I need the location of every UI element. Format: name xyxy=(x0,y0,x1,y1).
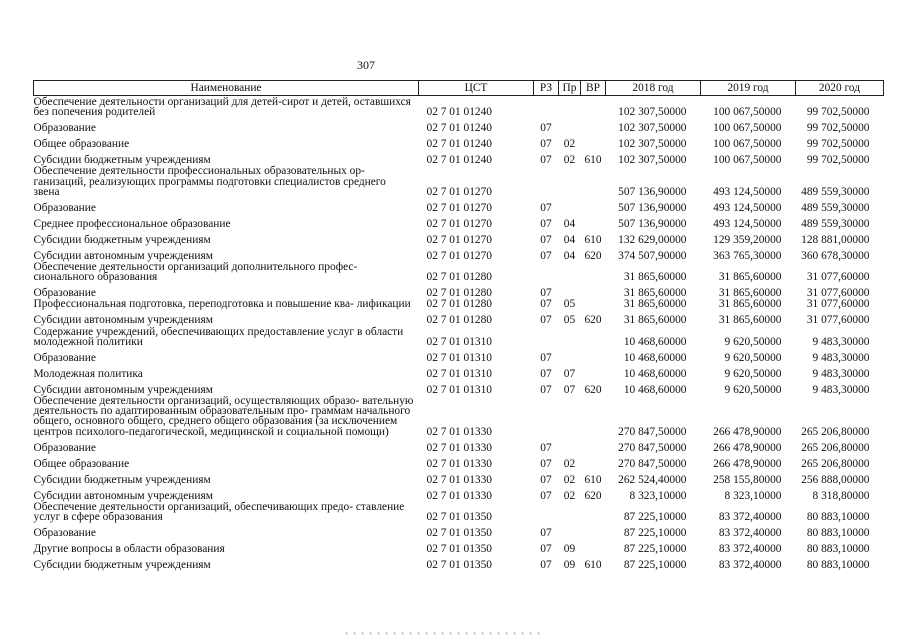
row-vr xyxy=(581,298,606,309)
row-vr xyxy=(581,395,606,437)
row-rz xyxy=(534,165,559,197)
row-vr xyxy=(581,538,606,554)
row-pr xyxy=(559,326,581,347)
row-vr xyxy=(581,363,606,379)
row-cst: 02 7 01 01240 xyxy=(426,154,492,167)
row-pr xyxy=(559,117,581,133)
row-cst: 02 7 01 01270 xyxy=(426,233,492,246)
table-row xyxy=(34,554,884,570)
row-2018: 507 136,90000 xyxy=(618,185,687,198)
table-row xyxy=(34,245,884,261)
row-cst: 02 7 01 01270 xyxy=(426,249,492,262)
table-row xyxy=(34,347,884,363)
row-2019: 9 620,50000 xyxy=(724,335,782,348)
row-2018: 87 225,10000 xyxy=(623,527,687,540)
row-2020: 9 483,30000 xyxy=(812,351,870,364)
row-name: Субсидии бюджетным учреждениям xyxy=(33,233,211,246)
row-2020: 80 883,10000 xyxy=(806,511,870,524)
row-2020: 360 678,30000 xyxy=(801,249,870,262)
row-name: Субсидии автономным учреждениям xyxy=(33,383,213,396)
header-2019: 2019 год xyxy=(701,81,796,96)
header-pr: Пр xyxy=(559,81,581,96)
row-name: Субсидии бюджетным учреждениям xyxy=(33,473,211,486)
row-2020: 80 883,10000 xyxy=(806,527,870,540)
row-pr: 09 xyxy=(563,559,576,572)
row-2018: 507 136,90000 xyxy=(618,217,687,230)
row-2019: 100 067,50000 xyxy=(713,106,782,119)
row-cst: 02 7 01 01310 xyxy=(426,335,492,348)
row-2020: 489 559,30000 xyxy=(801,185,870,198)
row-name: Среднее профессиональное образование xyxy=(33,217,231,230)
table-row xyxy=(34,326,884,347)
row-rz: 07 xyxy=(540,351,552,364)
row-cst: 02 7 01 01310 xyxy=(426,351,492,364)
row-cst: 02 7 01 01270 xyxy=(426,217,492,230)
row-2018: 87 225,10000 xyxy=(623,543,687,556)
row-name: Субсидии автономным учреждениям xyxy=(33,249,213,262)
row-2018: 132 629,00000 xyxy=(618,233,687,246)
row-2019: 9 620,50000 xyxy=(724,367,782,380)
row-2019: 31 865,60000 xyxy=(718,271,782,284)
row-rz: 07 xyxy=(540,441,552,454)
table-header xyxy=(34,81,884,96)
row-rz: 07 xyxy=(540,122,552,135)
row-rz: 07 xyxy=(540,233,552,246)
row-vr: 620 xyxy=(584,249,602,262)
row-2020: 128 881,00000 xyxy=(801,233,870,246)
row-rz: 07 xyxy=(540,287,552,300)
row-2018: 10 468,60000 xyxy=(623,383,687,396)
row-rz: 07 xyxy=(540,473,552,486)
row-2018: 31 865,60000 xyxy=(623,298,687,311)
row-pr: 02 xyxy=(563,457,576,470)
row-2018: 374 507,90000 xyxy=(618,249,687,262)
row-name: Субсидии бюджетным учреждениям xyxy=(33,559,211,572)
row-cst: 02 7 01 01330 xyxy=(426,489,492,502)
row-cst: 02 7 01 01280 xyxy=(426,314,492,327)
row-vr xyxy=(581,261,606,282)
row-name: Образование xyxy=(33,122,96,135)
row-pr: 04 xyxy=(563,233,576,246)
row-rz: 07 xyxy=(540,217,552,230)
row-2020: 9 483,30000 xyxy=(812,367,870,380)
table-row xyxy=(34,149,884,165)
page-number: 307 xyxy=(357,58,375,72)
row-2019: 493 124,50000 xyxy=(713,185,782,198)
row-rz: 07 xyxy=(540,383,552,396)
row-2019: 493 124,50000 xyxy=(713,201,782,214)
row-2018: 31 865,60000 xyxy=(623,287,687,300)
row-pr xyxy=(559,197,581,213)
header-cst: ЦСТ xyxy=(419,81,534,96)
row-2019: 266 478,90000 xyxy=(713,441,782,454)
row-name: Образование xyxy=(33,201,96,214)
table-row xyxy=(34,522,884,538)
row-2020: 265 206,80000 xyxy=(801,457,870,470)
row-vr xyxy=(581,133,606,149)
row-cst: 02 7 01 01240 xyxy=(426,138,492,151)
row-2019: 83 372,40000 xyxy=(718,543,782,556)
table-row xyxy=(34,261,884,282)
row-rz: 07 xyxy=(540,249,552,262)
row-name: Образование xyxy=(33,527,96,540)
row-vr xyxy=(581,326,606,347)
table-row xyxy=(34,310,884,326)
row-pr: 02 xyxy=(563,473,576,486)
row-2020: 489 559,30000 xyxy=(801,201,870,214)
row-cst: 02 7 01 01270 xyxy=(426,185,492,198)
row-cst: 02 7 01 01280 xyxy=(426,287,492,300)
row-pr xyxy=(559,96,581,118)
row-vr: 610 xyxy=(584,233,602,246)
row-pr: 09 xyxy=(563,543,576,556)
table-row xyxy=(34,282,884,298)
row-2020: 99 702,50000 xyxy=(806,138,870,151)
row-2019: 266 478,90000 xyxy=(713,425,782,438)
row-name: Содержание учреждений, обеспечивающих предоставление услуг в области молодежной политики xyxy=(33,325,404,348)
row-pr xyxy=(559,501,581,522)
row-cst: 02 7 01 01280 xyxy=(426,298,492,311)
row-2019: 258 155,80000 xyxy=(713,473,782,486)
row-rz: 07 xyxy=(540,138,552,151)
table-row xyxy=(34,453,884,469)
row-pr: 04 xyxy=(563,249,576,262)
row-cst: 02 7 01 01350 xyxy=(426,543,492,556)
table-row xyxy=(34,363,884,379)
table-row xyxy=(34,197,884,213)
row-2018: 31 865,60000 xyxy=(623,271,687,284)
row-cst: 02 7 01 01350 xyxy=(426,511,492,524)
row-2018: 10 468,60000 xyxy=(623,335,687,348)
table-row xyxy=(34,501,884,522)
row-rz: 07 xyxy=(540,543,552,556)
row-2019: 83 372,40000 xyxy=(718,527,782,540)
row-name: Субсидии автономным учреждениям xyxy=(33,314,213,327)
row-vr xyxy=(581,165,606,197)
row-2018: 507 136,90000 xyxy=(618,201,687,214)
row-2019: 9 620,50000 xyxy=(724,351,782,364)
row-2020: 80 883,10000 xyxy=(806,559,870,572)
row-2020: 99 702,50000 xyxy=(806,106,870,119)
table-row xyxy=(34,395,884,437)
row-name: Профессиональная подготовка, переподготовка и повышение ква- лификации xyxy=(33,298,411,311)
row-vr xyxy=(581,347,606,363)
row-vr: 620 xyxy=(584,383,602,396)
row-2018: 262 524,40000 xyxy=(618,473,687,486)
row-rz: 07 xyxy=(540,489,552,502)
row-2019: 266 478,90000 xyxy=(713,457,782,470)
row-2020: 265 206,80000 xyxy=(801,441,870,454)
row-rz xyxy=(534,326,559,347)
row-pr: 05 xyxy=(563,314,576,327)
row-rz: 07 xyxy=(540,457,552,470)
budget-table xyxy=(33,80,884,570)
row-pr xyxy=(559,347,581,363)
row-2019: 100 067,50000 xyxy=(713,154,782,167)
row-cst: 02 7 01 01350 xyxy=(426,527,492,540)
row-rz xyxy=(534,96,559,118)
row-pr: 07 xyxy=(563,383,576,396)
row-cst: 02 7 01 01240 xyxy=(426,106,492,119)
row-name: Молодежная политика xyxy=(33,367,143,380)
row-vr xyxy=(581,117,606,133)
row-vr: 610 xyxy=(584,559,602,572)
table-row xyxy=(34,298,884,309)
row-2020: 99 702,50000 xyxy=(806,122,870,135)
row-2018: 270 847,50000 xyxy=(618,441,687,454)
header-name: Наименование xyxy=(34,81,419,96)
row-2020: 31 077,60000 xyxy=(806,287,870,300)
row-vr xyxy=(581,213,606,229)
row-vr xyxy=(581,197,606,213)
row-2019: 31 865,60000 xyxy=(718,314,782,327)
row-name: Субсидии бюджетным учреждениям xyxy=(33,154,211,167)
row-2018: 87 225,10000 xyxy=(623,559,687,572)
row-rz xyxy=(534,395,559,437)
row-pr xyxy=(559,437,581,453)
row-name: Образование xyxy=(33,287,96,300)
row-rz: 07 xyxy=(540,314,552,327)
row-pr: 02 xyxy=(563,489,576,502)
row-2020: 489 559,30000 xyxy=(801,217,870,230)
row-name: Общее образование xyxy=(33,457,130,470)
row-pr: 04 xyxy=(563,217,576,230)
row-vr: 620 xyxy=(584,489,602,502)
row-2019: 129 359,20000 xyxy=(713,233,782,246)
header-2020: 2020 год xyxy=(796,81,884,96)
row-2018: 8 323,10000 xyxy=(629,489,687,502)
row-cst: 02 7 01 01270 xyxy=(426,201,492,214)
row-2019: 31 865,60000 xyxy=(718,287,782,300)
row-name: Образование xyxy=(33,351,96,364)
row-2020: 31 077,60000 xyxy=(806,314,870,327)
row-cst: 02 7 01 01240 xyxy=(426,122,492,135)
row-2020: 256 888,00000 xyxy=(801,473,870,486)
header-2018: 2018 год xyxy=(606,81,701,96)
row-pr: 07 xyxy=(563,367,576,380)
row-name: Обеспечение деятельности организаций дополнительного профес- сионального образования xyxy=(33,261,358,284)
row-2019: 363 765,30000 xyxy=(713,249,782,262)
row-vr xyxy=(581,96,606,118)
row-2020: 80 883,10000 xyxy=(806,543,870,556)
row-2019: 83 372,40000 xyxy=(718,511,782,524)
row-vr xyxy=(581,522,606,538)
table-row xyxy=(34,538,884,554)
row-2020: 9 483,30000 xyxy=(812,335,870,348)
row-vr: 620 xyxy=(584,314,602,327)
row-name: Обеспечение деятельности организаций, осуществляющих образо- вательную деятельность по адаптированным образовательным про- граммам начального общего, основного общего, среднего общего образования (за исключением центров психолого-педагогической, медицинской и социальной помощи) xyxy=(33,395,414,438)
row-rz: 07 xyxy=(540,527,552,540)
row-vr xyxy=(581,282,606,298)
row-name: Другие вопросы в области образования xyxy=(33,543,225,556)
row-2019: 9 620,50000 xyxy=(724,383,782,396)
row-2020: 31 077,60000 xyxy=(806,298,870,311)
row-2018: 102 307,50000 xyxy=(618,138,687,151)
row-cst: 02 7 01 01310 xyxy=(426,367,492,380)
row-2018: 102 307,50000 xyxy=(618,154,687,167)
row-cst: 02 7 01 01330 xyxy=(426,473,492,486)
row-vr xyxy=(581,437,606,453)
row-rz: 07 xyxy=(540,298,552,311)
table-row xyxy=(34,213,884,229)
row-2019: 100 067,50000 xyxy=(713,122,782,135)
row-cst: 02 7 01 01280 xyxy=(426,271,492,284)
row-pr: 02 xyxy=(563,138,576,151)
row-rz: 07 xyxy=(540,201,552,214)
row-cst: 02 7 01 01310 xyxy=(426,383,492,396)
header-vr: ВР xyxy=(581,81,606,96)
header-rz: РЗ xyxy=(534,81,559,96)
row-2018: 10 468,60000 xyxy=(623,367,687,380)
row-rz xyxy=(534,501,559,522)
row-rz: 07 xyxy=(540,559,552,572)
table-row xyxy=(34,96,884,118)
row-2019: 493 124,50000 xyxy=(713,217,782,230)
row-rz xyxy=(534,261,559,282)
row-2020: 31 077,60000 xyxy=(806,271,870,284)
scan-artifact xyxy=(345,632,545,635)
row-cst: 02 7 01 01350 xyxy=(426,559,492,572)
table-row xyxy=(34,229,884,245)
table-row xyxy=(34,469,884,485)
row-vr: 610 xyxy=(584,154,602,167)
row-pr xyxy=(559,261,581,282)
row-name: Общее образование xyxy=(33,138,130,151)
row-2018: 270 847,50000 xyxy=(618,457,687,470)
row-pr xyxy=(559,282,581,298)
row-name: Обеспечение деятельности организаций для детей-сирот и детей, оставшихся без попечения родителей xyxy=(33,96,411,119)
row-2020: 99 702,50000 xyxy=(806,154,870,167)
row-name: Образование xyxy=(33,441,96,454)
row-2020: 265 206,80000 xyxy=(801,425,870,438)
row-cst: 02 7 01 01330 xyxy=(426,457,492,470)
row-vr xyxy=(581,501,606,522)
table-row xyxy=(34,485,884,501)
table-row xyxy=(34,133,884,149)
row-vr xyxy=(581,453,606,469)
row-vr: 610 xyxy=(584,473,602,486)
row-name: Обеспечение деятельности организаций, обеспечивающих предо- ставление услуг в сфере образования xyxy=(33,500,405,524)
table-row xyxy=(34,379,884,395)
table-row xyxy=(34,165,884,197)
row-2018: 10 468,60000 xyxy=(623,351,687,364)
row-2019: 100 067,50000 xyxy=(713,138,782,151)
row-2018: 31 865,60000 xyxy=(623,314,687,327)
row-rz: 07 xyxy=(540,367,552,380)
row-2020: 8 318,80000 xyxy=(812,489,870,502)
row-2018: 87 225,10000 xyxy=(623,511,687,524)
row-rz: 07 xyxy=(540,154,552,167)
row-2018: 270 847,50000 xyxy=(618,425,687,438)
table-row xyxy=(34,437,884,453)
row-pr: 02 xyxy=(563,154,576,167)
row-2018: 102 307,50000 xyxy=(618,106,687,119)
table-body xyxy=(34,96,884,571)
row-2019: 83 372,40000 xyxy=(718,559,782,572)
row-2019: 8 323,10000 xyxy=(724,489,782,502)
row-name: Обеспечение деятельности профессиональных образовательных ор- ганизаций, реализующих программы подготовки специалистов среднего звена xyxy=(33,165,386,198)
row-2018: 102 307,50000 xyxy=(618,122,687,135)
row-cst: 02 7 01 01330 xyxy=(426,425,492,438)
row-name: Субсидии автономным учреждениям xyxy=(33,489,213,502)
row-cst: 02 7 01 01330 xyxy=(426,441,492,454)
table-row xyxy=(34,117,884,133)
row-2019: 31 865,60000 xyxy=(718,298,782,311)
row-pr xyxy=(559,165,581,197)
row-pr: 05 xyxy=(563,298,576,311)
row-pr xyxy=(559,522,581,538)
row-2020: 9 483,30000 xyxy=(812,383,870,396)
row-pr xyxy=(559,395,581,437)
